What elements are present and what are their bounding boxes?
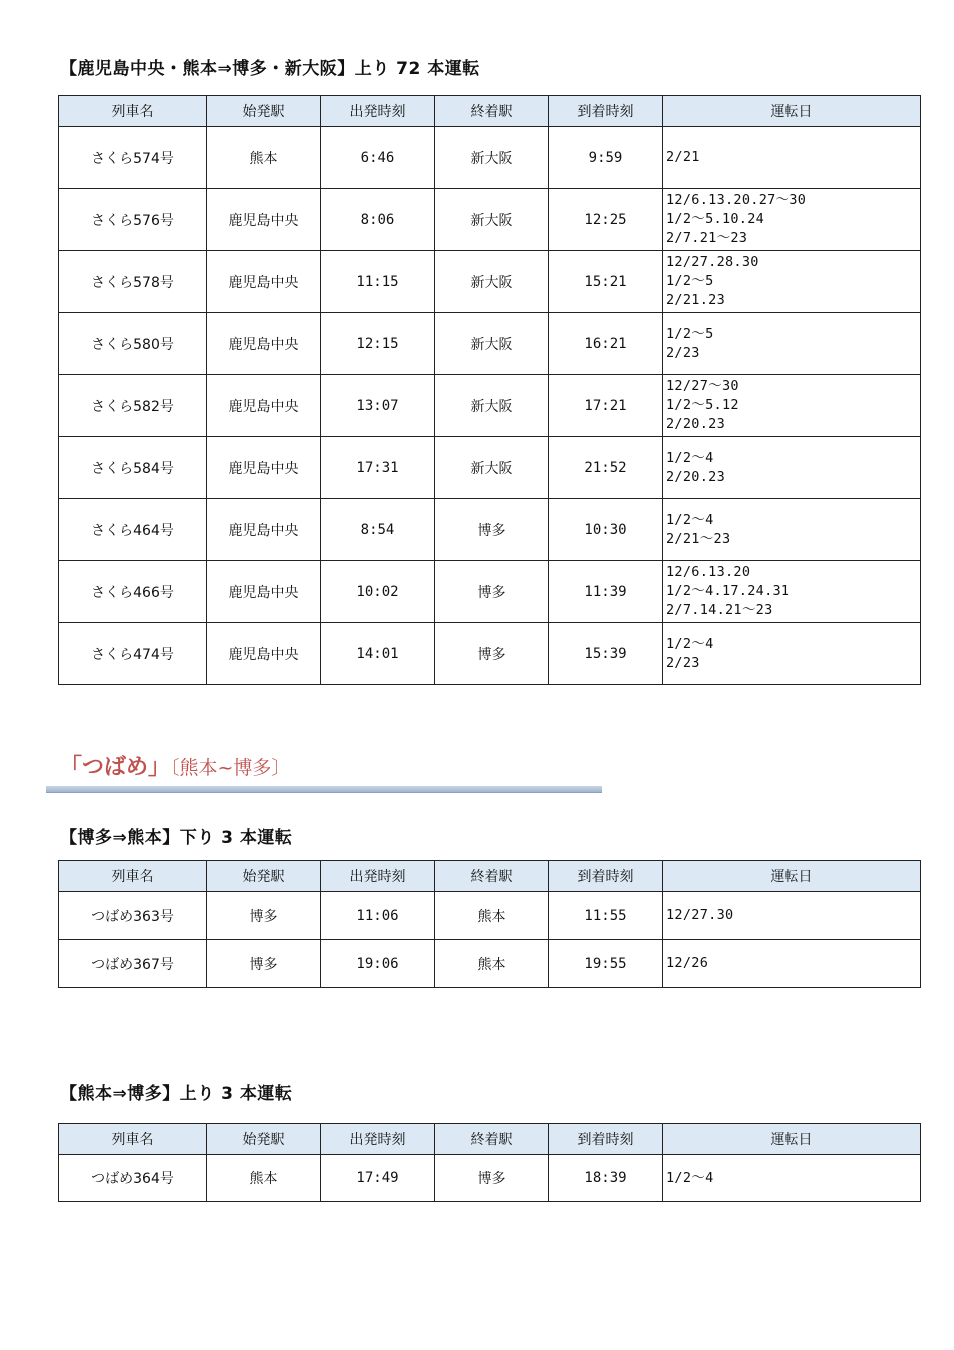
header-row (59, 1124, 921, 1155)
column-destination-header: 終着駅 (435, 1124, 549, 1155)
operating-days (663, 313, 921, 375)
departure-time: 11:15 (321, 251, 435, 313)
destination-station: 博多 (435, 1155, 549, 1202)
destination-station: 新大阪 (435, 251, 549, 313)
column-origin-header: 始発駅 (207, 861, 321, 892)
column-origin-header: 始発駅 (207, 1124, 321, 1155)
arrival-time: 16:21 (549, 313, 663, 375)
destination-station: 熊本 (435, 940, 549, 988)
train-name: さくら580号 (59, 313, 207, 375)
train-name: さくら584号 (59, 437, 207, 499)
operating-day-line: 1/2～4 (666, 635, 714, 652)
operating-day-line: 1/2～5.10.24 (666, 211, 765, 227)
operating-days (663, 499, 921, 561)
column-arrival-header: 到着時刻 (549, 861, 663, 892)
column-operating-days-header: 運転日 (663, 861, 921, 892)
arrival-time: 9:59 (549, 127, 663, 189)
operating-day-line: 2/21～23 (666, 530, 731, 547)
operating-day-line: 2/21.23 (666, 292, 725, 308)
column-arrival-header: 到着時刻 (549, 1124, 663, 1155)
operating-days (663, 940, 921, 988)
origin-station: 鹿児島中央 (207, 437, 321, 499)
table-row (59, 499, 921, 561)
timetable-tsubame-down (58, 860, 921, 988)
train-name: さくら574号 (59, 127, 207, 189)
operating-days (663, 561, 921, 623)
arrival-time: 11:55 (549, 892, 663, 940)
origin-station: 熊本 (207, 1155, 321, 1202)
operating-days (663, 251, 921, 313)
table-row (59, 561, 921, 623)
destination-station: 博多 (435, 499, 549, 561)
arrival-time: 15:21 (549, 251, 663, 313)
tsubame-subtitle: 〔熊本~博多〕 (170, 757, 291, 779)
operating-day-line: 12/27.28.30 (666, 254, 759, 270)
operating-days (663, 375, 921, 437)
origin-station: 鹿児島中央 (207, 499, 321, 561)
operating-day-line: 12/27～30 (666, 378, 739, 394)
column-departure-header: 出発時刻 (321, 96, 435, 127)
section-heading-sakura: 【鹿児島中央・熊本⇒博多・新大阪】上り 72 本運転 (60, 59, 480, 79)
header-row (59, 861, 921, 892)
timetable-sakura (58, 95, 921, 685)
destination-station: 新大阪 (435, 375, 549, 437)
operating-day-line: 12/27.30 (666, 907, 734, 923)
arrival-time: 17:21 (549, 375, 663, 437)
column-operating-days-header: 運転日 (663, 1124, 921, 1155)
table-row (59, 189, 921, 251)
arrival-time: 12:25 (549, 189, 663, 251)
section-title-tsubame (60, 750, 290, 781)
column-train-name-header: 列車名 (59, 96, 207, 127)
operating-day-line: 12/6.13.20 (666, 564, 751, 580)
origin-station: 鹿児島中央 (207, 313, 321, 375)
operating-day-line: 2/23 (666, 344, 700, 361)
arrival-time: 10:30 (549, 499, 663, 561)
column-operating-days-header: 運転日 (663, 96, 921, 127)
departure-time: 8:06 (321, 189, 435, 251)
column-train-name-header: 列車名 (59, 1124, 207, 1155)
destination-station: 新大阪 (435, 189, 549, 251)
table-row (59, 437, 921, 499)
operating-days (663, 437, 921, 499)
table-row (59, 375, 921, 437)
departure-time: 14:01 (321, 623, 435, 685)
tsubame-title: 「つばめ」 (60, 755, 171, 780)
origin-station: 博多 (207, 892, 321, 940)
header-row (59, 96, 921, 127)
operating-days (663, 189, 921, 251)
table-row (59, 251, 921, 313)
column-arrival-header: 到着時刻 (549, 96, 663, 127)
arrival-time: 19:55 (549, 940, 663, 988)
operating-day-line: 1/2～4 (666, 1169, 714, 1186)
operating-day-line: 1/2～5 (666, 273, 714, 289)
origin-station: 鹿児島中央 (207, 561, 321, 623)
operating-day-line: 1/2～4 (666, 511, 714, 528)
operating-days (663, 623, 921, 685)
operating-days (663, 1155, 921, 1202)
train-name: つばめ364号 (59, 1155, 207, 1202)
arrival-time: 15:39 (549, 623, 663, 685)
column-train-name-header: 列車名 (59, 861, 207, 892)
timetable-tsubame-up (58, 1123, 921, 1202)
table-row (59, 127, 921, 189)
origin-station: 博多 (207, 940, 321, 988)
operating-day-line: 2/23 (666, 654, 700, 671)
table-row (59, 892, 921, 940)
section-heading-tsubame-up: 【熊本⇒博多】上り 3 本運転 (60, 1084, 293, 1104)
column-destination-header: 終着駅 (435, 96, 549, 127)
departure-time: 13:07 (321, 375, 435, 437)
section-heading-tsubame-down: 【博多⇒熊本】下り 3 本運転 (60, 828, 293, 848)
origin-station: 鹿児島中央 (207, 251, 321, 313)
operating-days (663, 127, 921, 189)
destination-station: 新大阪 (435, 313, 549, 375)
operating-day-line: 2/20.23 (666, 468, 725, 485)
column-departure-header: 出発時刻 (321, 1124, 435, 1155)
departure-time: 17:31 (321, 437, 435, 499)
operating-day-line: 1/2～5 (666, 325, 714, 342)
train-name: さくら464号 (59, 499, 207, 561)
destination-station: 博多 (435, 623, 549, 685)
train-name: つばめ367号 (59, 940, 207, 988)
arrival-time: 21:52 (549, 437, 663, 499)
arrival-time: 11:39 (549, 561, 663, 623)
destination-station: 新大阪 (435, 127, 549, 189)
operating-day-line: 1/2～4.17.24.31 (666, 583, 790, 599)
operating-day-line: 2/7.21～23 (666, 230, 748, 246)
table-row (59, 940, 921, 988)
origin-station: 鹿児島中央 (207, 375, 321, 437)
departure-time: 8:54 (321, 499, 435, 561)
destination-station: 熊本 (435, 892, 549, 940)
operating-day-line: 12/6.13.20.27～30 (666, 192, 807, 208)
table-row (59, 1155, 921, 1202)
train-name: さくら582号 (59, 375, 207, 437)
table-row (59, 623, 921, 685)
train-name: さくら576号 (59, 189, 207, 251)
departure-time: 17:49 (321, 1155, 435, 1202)
departure-time: 11:06 (321, 892, 435, 940)
origin-station: 鹿児島中央 (207, 189, 321, 251)
origin-station: 熊本 (207, 127, 321, 189)
section-divider (46, 786, 602, 793)
destination-station: 博多 (435, 561, 549, 623)
origin-station: 鹿児島中央 (207, 623, 321, 685)
operating-days (663, 892, 921, 940)
train-name: つばめ363号 (59, 892, 207, 940)
operating-day-line: 12/26 (666, 955, 709, 971)
operating-day-line: 2/21 (666, 149, 700, 165)
arrival-time: 18:39 (549, 1155, 663, 1202)
column-departure-header: 出発時刻 (321, 861, 435, 892)
train-name: さくら466号 (59, 561, 207, 623)
train-name: さくら578号 (59, 251, 207, 313)
column-origin-header: 始発駅 (207, 96, 321, 127)
departure-time: 10:02 (321, 561, 435, 623)
operating-day-line: 1/2～4 (666, 449, 714, 466)
departure-time: 19:06 (321, 940, 435, 988)
train-name: さくら474号 (59, 623, 207, 685)
operating-day-line: 2/20.23 (666, 416, 725, 432)
departure-time: 12:15 (321, 313, 435, 375)
departure-time: 6:46 (321, 127, 435, 189)
operating-day-line: 2/7.14.21～23 (666, 602, 773, 618)
destination-station: 新大阪 (435, 437, 549, 499)
operating-day-line: 1/2～5.12 (666, 397, 739, 413)
column-destination-header: 終着駅 (435, 861, 549, 892)
table-row (59, 313, 921, 375)
